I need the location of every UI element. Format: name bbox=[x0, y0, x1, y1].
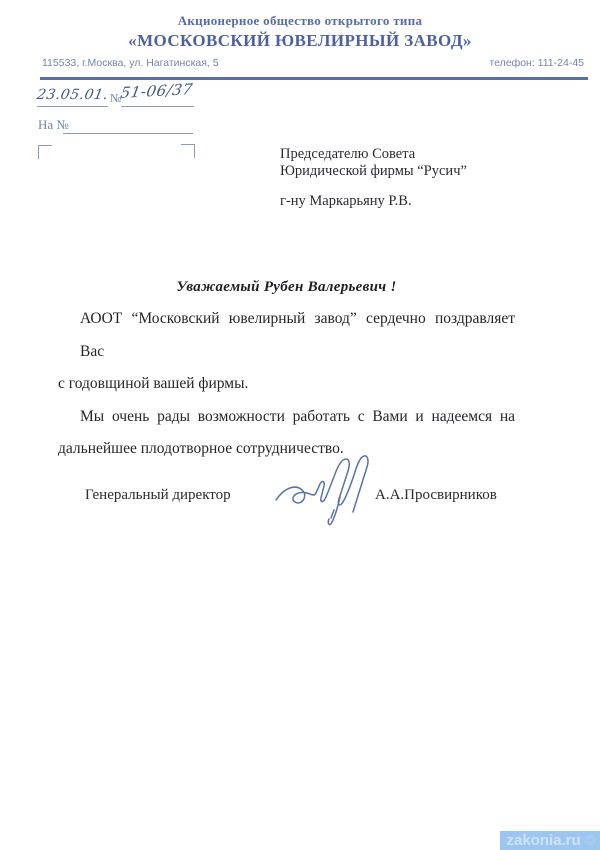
letter-body bbox=[58, 303, 515, 466]
contact-row bbox=[42, 57, 584, 69]
salutation: Уважаемый Рубен Валерьевич ! bbox=[176, 279, 397, 295]
number-sign-label: № bbox=[110, 91, 122, 105]
watermark-site-text: zakonia.ru bbox=[506, 832, 581, 849]
reply-to-blank-line bbox=[63, 133, 193, 134]
copyright-icon: © bbox=[584, 832, 595, 848]
signer-name: А.А.Просвирников bbox=[375, 487, 497, 503]
org-phone: телефон: 111-24-45 bbox=[489, 57, 584, 69]
handwritten-number: 51-06/37 bbox=[119, 80, 195, 102]
org-name-line: «МОСКОВСКИЙ ЮВЕЛИРНЫЙ ЗАВОД» bbox=[128, 31, 472, 50]
body-line-3: Мы очень рады возможности работать с Вами и надеемся на bbox=[80, 407, 515, 425]
org-address: 115533, г.Москва, ул. Нагатинская, 5 bbox=[42, 57, 219, 69]
addressee-line-2: Юридической фирмы “Русич” bbox=[280, 162, 467, 179]
body-line-4: дальнейшее плодотворное сотрудничество. bbox=[58, 440, 344, 457]
handwritten-date: 23.05.01. bbox=[35, 87, 110, 103]
outgoing-date-field bbox=[37, 86, 108, 107]
letterhead bbox=[0, 13, 600, 51]
handwritten-signature-icon bbox=[270, 450, 380, 528]
addressee-block bbox=[280, 146, 467, 210]
address-corner-mark-right bbox=[181, 144, 195, 158]
site-watermark bbox=[500, 831, 600, 850]
address-corner-mark-left bbox=[38, 145, 52, 159]
signer-title: Генеральный директор bbox=[85, 487, 231, 503]
body-line-1: АООТ “Московский ювелирный завод” сердечно поздравляет Вас bbox=[80, 310, 515, 360]
body-line-2: с годовщиной вашей фирмы. bbox=[58, 375, 249, 392]
org-type-line: Акционерное общество открытого типа bbox=[177, 13, 423, 28]
reply-to-label: На № bbox=[38, 117, 69, 132]
addressee-line-3: г-ну Маркарьяну Р.В. bbox=[280, 193, 412, 209]
addressee-line-1: Председателю Совета bbox=[280, 146, 416, 162]
letterhead-divider bbox=[40, 77, 588, 80]
outgoing-number-field bbox=[121, 82, 194, 107]
